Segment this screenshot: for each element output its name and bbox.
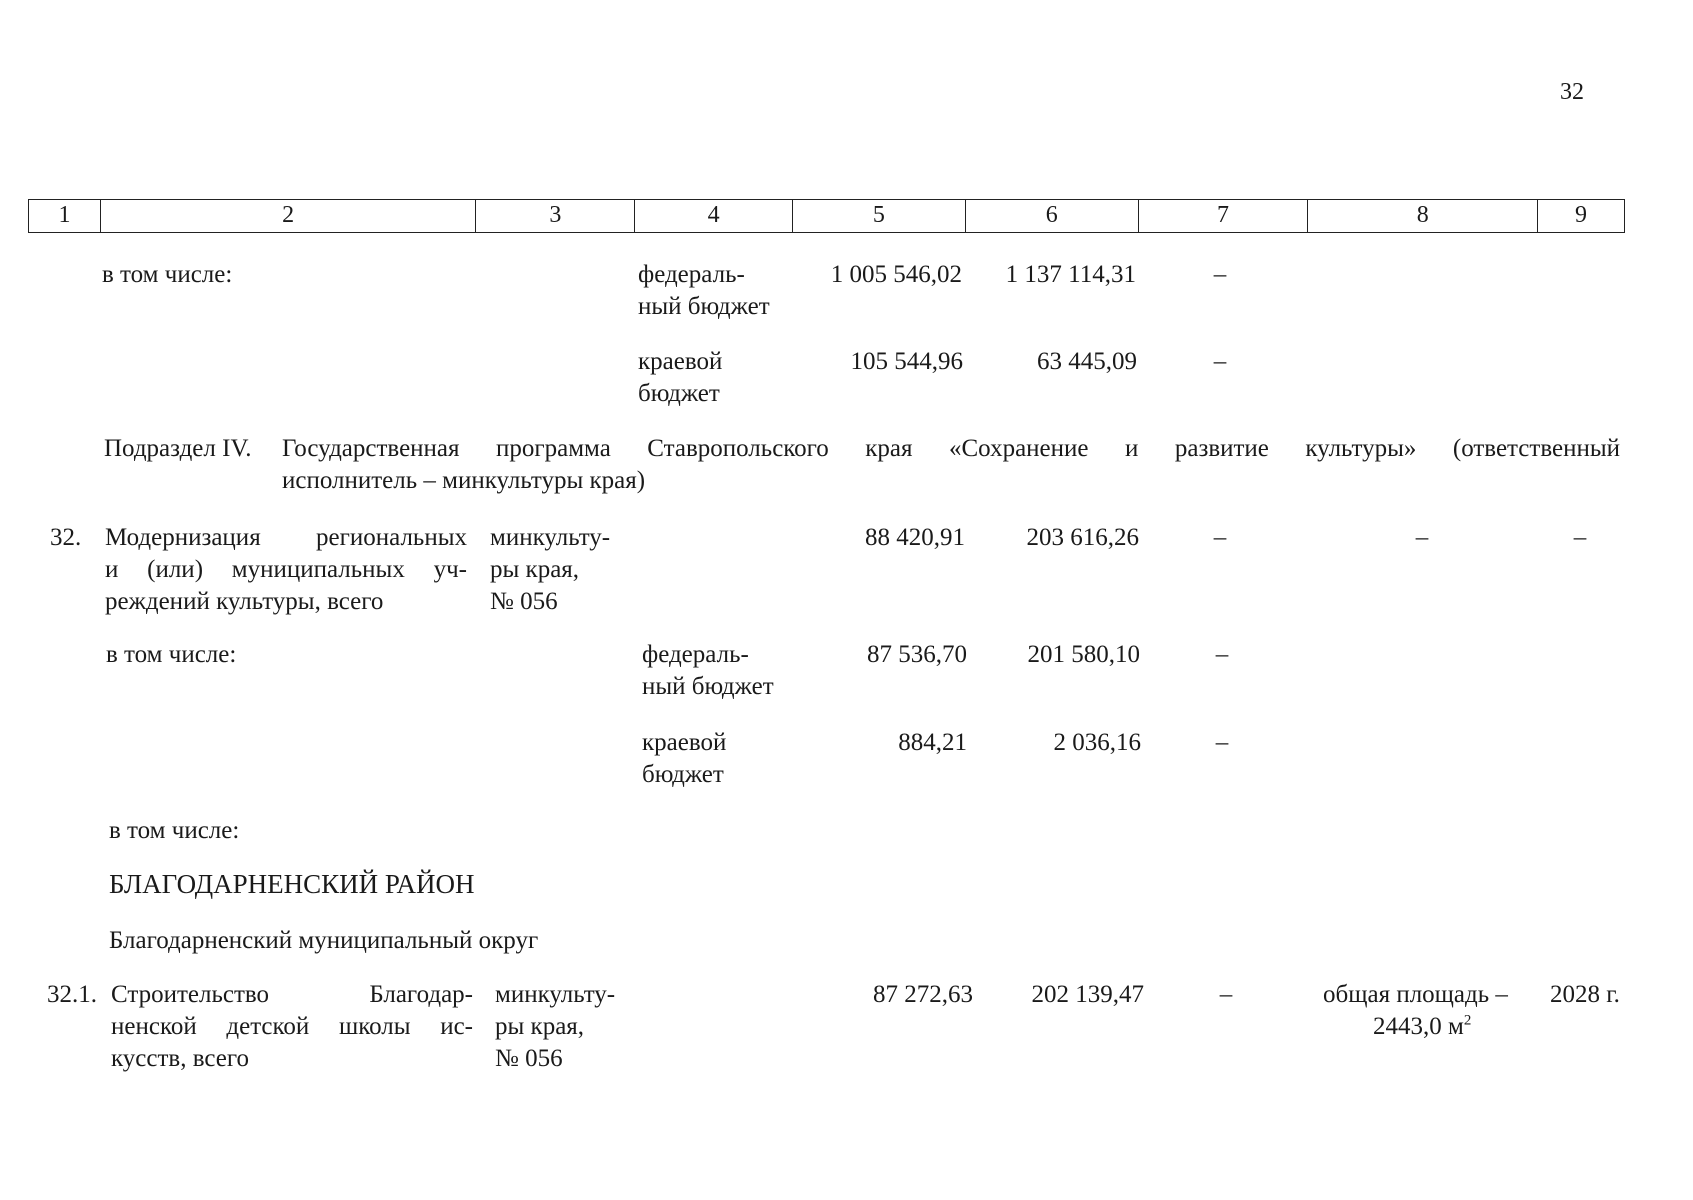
table-header-row [28, 199, 1625, 233]
item-title: Модернизация региональных и (или) муниципальных уч- реждений культуры, всего [105, 524, 467, 615]
subsection-prefix: Подраздел IV. [104, 435, 252, 462]
value-col6: 2 036,16 [1053, 729, 1141, 756]
value-col7: – [1213, 524, 1227, 551]
including-label: в том числе: [106, 641, 237, 668]
value-col8-area: общая площадь – [1323, 981, 1508, 1008]
header-col-9: 9 [1575, 202, 1588, 228]
value-col9: 2028 г. [1550, 981, 1620, 1008]
value-col5: 884,21 [898, 729, 967, 756]
source-regional: краевой бюджет [642, 729, 727, 788]
header-col-3: 3 [476, 200, 635, 232]
value-col5: 87 272,63 [873, 981, 973, 1008]
value-col5: 88 420,91 [865, 524, 965, 551]
value-col5: 87 536,70 [867, 641, 967, 668]
value-col7: – [1213, 261, 1227, 288]
value-col5: 105 544,96 [850, 348, 963, 375]
subsection-title-cont: исполнитель – минкультуры края) [282, 467, 646, 494]
item-executor: минкульту- ры края, № 056 [490, 524, 611, 615]
page-number: 32 [1560, 79, 1584, 105]
value-col5: 1 005 546,02 [830, 261, 962, 288]
including-label: в том числе: [102, 261, 233, 288]
item-number: 32. [50, 524, 82, 551]
source-regional: краевой бюджет [638, 348, 723, 407]
header-col-8: 8 [1308, 200, 1538, 232]
value-col6: 201 580,10 [1027, 641, 1140, 668]
header-col-1: 1 [29, 200, 101, 232]
value-col7: – [1213, 348, 1227, 375]
item-number: 32.1. [47, 981, 97, 1008]
subsection-title: Государственная программа Ставропольского края «Сохранение и развитие культуры» (ответственный [282, 435, 1620, 462]
header-col-5: 5 [793, 200, 966, 232]
value-col7: – [1215, 641, 1229, 668]
value-col7: – [1219, 981, 1233, 1008]
value-col9: – [1573, 524, 1587, 551]
source-federal: федераль- ный бюджет [638, 261, 770, 320]
header-col-7: 7 [1139, 200, 1309, 232]
header-col-2: 2 [101, 200, 477, 232]
value-col6: 1 137 114,31 [1005, 261, 1136, 288]
header-col-4: 4 [635, 200, 793, 232]
source-federal: федераль- ный бюджет [642, 641, 774, 700]
header-col-6: 6 [966, 200, 1139, 232]
item-executor: минкульту- ры края, № 056 [495, 981, 616, 1072]
value-col8: – [1415, 524, 1429, 551]
including-label: в том числе: [109, 817, 240, 844]
value-col6: 63 445,09 [1037, 348, 1137, 375]
value-col6: 203 616,26 [1026, 524, 1139, 551]
value-col8-area-value: 2443,0 $м^2$ [1373, 1012, 1472, 1040]
district-heading: БЛАГОДАРНЕНСКИЙ РАЙОН [109, 869, 475, 899]
okrug-heading: Благодарненский муниципальный округ [109, 927, 539, 954]
item-title: Строительство Благодар- ненской детской школы ис- кусств, всего [111, 981, 473, 1072]
value-col7: – [1215, 729, 1229, 756]
value-col6: 202 139,47 [1031, 981, 1144, 1008]
